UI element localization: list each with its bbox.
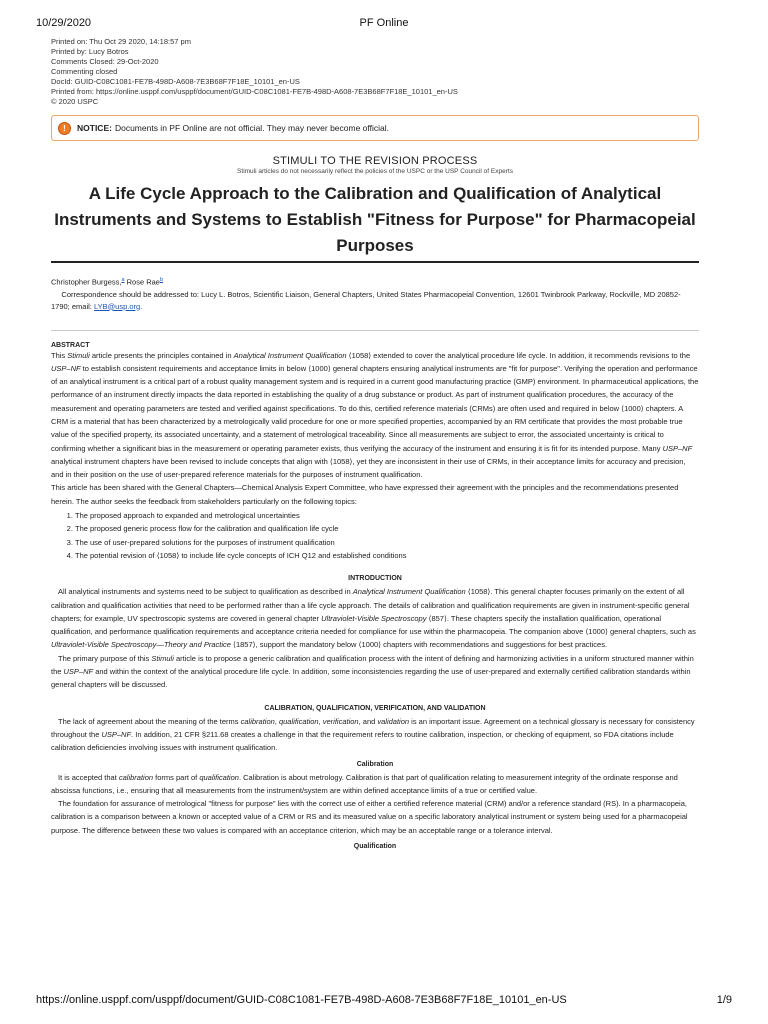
document-title: A Life Cycle Approach to the Calibration and Qualification of Analytical Instruments and Systems to Establish "Fitness for Purpose" for Pharmacopeial Purposes [51, 181, 699, 263]
meta-comments-closed: Comments Closed: 29-Oct-2020 [51, 57, 159, 66]
introduction-heading: INTRODUCTION [348, 575, 402, 583]
document-content [51, 37, 699, 853]
meta-printed-from: Printed from: https://online.usppf.com/usppf/document/GUID-C08C1081-FE7B-498D-A608-7E3B68F7F18E_10101_en-US [51, 87, 458, 96]
cqvv-paragraph: The lack of agreement about the meaning of the terms calibration, qualification, verification, and validation is an important issue. Agreement on a technical glossary is necessary for consistency throughout the USP–NF. In addition, 21 CFR §211.68 creates a challenge in that the requirement refers to routine calibration, inspection, or checking of equipment, so FDA citations include calibration deficiencies involving issues with instrument qualification. [51, 716, 695, 753]
meta-docid: DocId: GUID-C08C1081-FE7B-498D-A608-7E3B68F7F18E_10101_en-US [51, 77, 300, 86]
qualification-heading: Qualification [353, 843, 397, 850]
list-item: 3. The use of user-prepared solutions for the purposes of instrument qualification [75, 536, 699, 549]
calibration-heading: Calibration [356, 760, 394, 768]
author-1: Christopher Burgess, [51, 277, 122, 287]
meta-printed-on: Printed on: Thu Oct 29 2020, 14:18:57 pm [51, 37, 191, 46]
print-page-title: PF Online [359, 17, 409, 29]
correspondence-end: . [140, 301, 143, 311]
notice-label: NOTICE: [77, 123, 112, 133]
notice-text: Documents in PF Online are not official. They may never become official. [114, 123, 389, 133]
page-number: 1/9 [716, 994, 732, 1006]
print-header [36, 17, 732, 31]
meta-commenting-status: Commenting closed [51, 67, 118, 76]
section-subheading: Stimuli articles do not necessarily reflect the policies of the USPC or the USP Council of Experts [237, 168, 513, 175]
email-link[interactable]: LYB@usp.org [93, 301, 141, 311]
print-date: 10/29/2020 [36, 17, 92, 29]
author-2-footnote-link[interactable]: b [159, 277, 164, 283]
introduction-paragraph-1: All analytical instruments and systems need to be subject to qualification as described in Analytical Instrument Qualification ⟨1058⟩. This general chapter focuses primarily on the extent of all calibration and qualification activities that need to be performed rather than a life cycle approach. The details of calibration and qualification requirements are given in instrument-specific general chapters; for example, UV spectroscopic systems are covered in general chapter Ultraviolet-Visible Spectroscopy ⟨857⟩. These chapters specify the installation qualification, operational qualification, and performance qualification requirements and acceptance criteria needed for compliance for use within the pharmacopeia. The companion above ⟨1000⟩ general chapters, such as Ultraviolet-Visible Spectroscopy—Theory and Practice ⟨1857⟩, support the mandatory below ⟨1000⟩ chapters with recommendations and suggestions for best practices. [51, 587, 696, 650]
abstract-paragraph: This Stimuli article presents the principles contained in Analytical Instrument Qualification ⟨1058⟩ extended to cover the analytical procedure life cycle. In addition, it recommends revisions to the USP–NF to establish consistent requirements and acceptance limits in below ⟨1000⟩ general chapters ensuring analytical instruments are "fit for purpose". Verifying the operation and performance of an analytical instrument is a critical part of a robust quality management system and is required in a current good manufacturing practice (GMP) environment. In pharmaceutical applications, the performance of an instrument directly impacts the data reported in establishing the quality of a drug substance or product. As part of instrument qualification procedures, the accuracy of the measurement and operating parameters are tested and verified against specifications. To do this, certified reference materials (CRMs) are often used and required in below ⟨1000⟩ chapters. A CRM is a material that has been characterized by a metrologically valid procedure for one or more specified properties, accompanied by an RM certificate that provides the most probable true value of the specified property, its associated uncertainty, and a statement of metrological traceability. Since all measurements are subject to error, the associated uncertainty is critical to confirming whether a significant bias in the measurement or operating parameter exists, thus verifying the accuracy of the instrument and ensuring it is fit for its intended purpose. Many USP–NF analytical instrument chapters have been revised to include concepts that align with ⟨1058⟩, yet they are inconsistent in their use of CRMs, in their acceptance limits for accuracy and precision, and in their position on the use of user-prepared reference materials for the purposes of instrument qualification. [51, 350, 699, 480]
notice-banner [51, 115, 699, 141]
topics-list [51, 509, 699, 562]
abstract-paragraph-2: This article has been shared with the General Chapters—Chemical Analysis Expert Committee, who have expressed their agreement with the principles and the recommendations presented herein. The author seeks the feedback from stakeholders particularly on the following topics: [51, 483, 679, 506]
meta-printed-by: Printed by: Lucy Botros [51, 47, 129, 56]
correspondence-text: Correspondence should be addressed to: Lucy L. Botros, Scientific Liaison, General Chapters, United States Pharmacopeial Convention, 12601 Twinbrook Parkway, Rockville, MD 20852-1790; email: [51, 289, 681, 311]
list-item: 2. The proposed generic process flow for the calibration and qualification life cycle [75, 522, 699, 535]
author-2: Rose Rae [126, 277, 160, 287]
calibration-paragraph-2: The foundation for assurance of metrological "fitness for purpose" lies with the correct use of either a certified reference material (CRM) and/or a reference standard (RS). In a pharmacopeia, calibration is a comparison between a known or accepted value of a CRM or RS and its measured value on a specific laboratory analytical instrument or system being used for a pharmacopeial purpose. The difference between these two values is compared with an acceptance criterion, which may be an acceptable range or a tolerance interval. [51, 799, 688, 835]
print-url: https://online.usppf.com/usppf/document/GUID-C08C1081-FE7B-498D-A608-7E3B68F7F18E_10101_en-US [36, 994, 567, 1006]
print-footer [36, 994, 732, 1008]
print-metadata [51, 37, 699, 107]
exclamation-icon: ! [58, 122, 71, 135]
meta-copyright: © 2020 USPC [51, 97, 99, 106]
author-1-footnote-link[interactable]: a [121, 277, 125, 283]
abstract-heading: ABSTRACT [51, 341, 90, 349]
section-heading: STIMULI TO THE REVISION PROCESS [272, 155, 478, 167]
authors [51, 277, 699, 287]
list-item: 4. The potential revision of ⟨1058⟩ to include life cycle concepts of ICH Q12 and established conditions [75, 549, 699, 562]
list-item: 1. The proposed approach to expanded and metrological uncertainties [75, 509, 699, 522]
calibration-paragraph-1: It is accepted that calibration forms part of qualification. Calibration is about metrology. Calibration is that part of qualification relating to measurement integrity of the ordinate response and abscissa functions, i.e., ensuring that all measurements from the instrument/system are within defined acceptance limits of a true or certified value. [51, 772, 678, 795]
cqvv-heading: CALIBRATION, QUALIFICATION, VERIFICATION, AND VALIDATION [264, 704, 486, 712]
introduction-paragraph-2: The primary purpose of this Stimuli article is to propose a generic calibration and qualification process with the intent of defining and harmonizing activities in a uniform structured manner within the USP–NF and within the context of the analytical procedure life cycle. In addition, some inconsistencies regarding the use of user-prepared and externally certified calibration standards within general chapters will be discussed. [51, 653, 694, 690]
correspondence [51, 289, 699, 313]
section-divider [51, 330, 699, 331]
